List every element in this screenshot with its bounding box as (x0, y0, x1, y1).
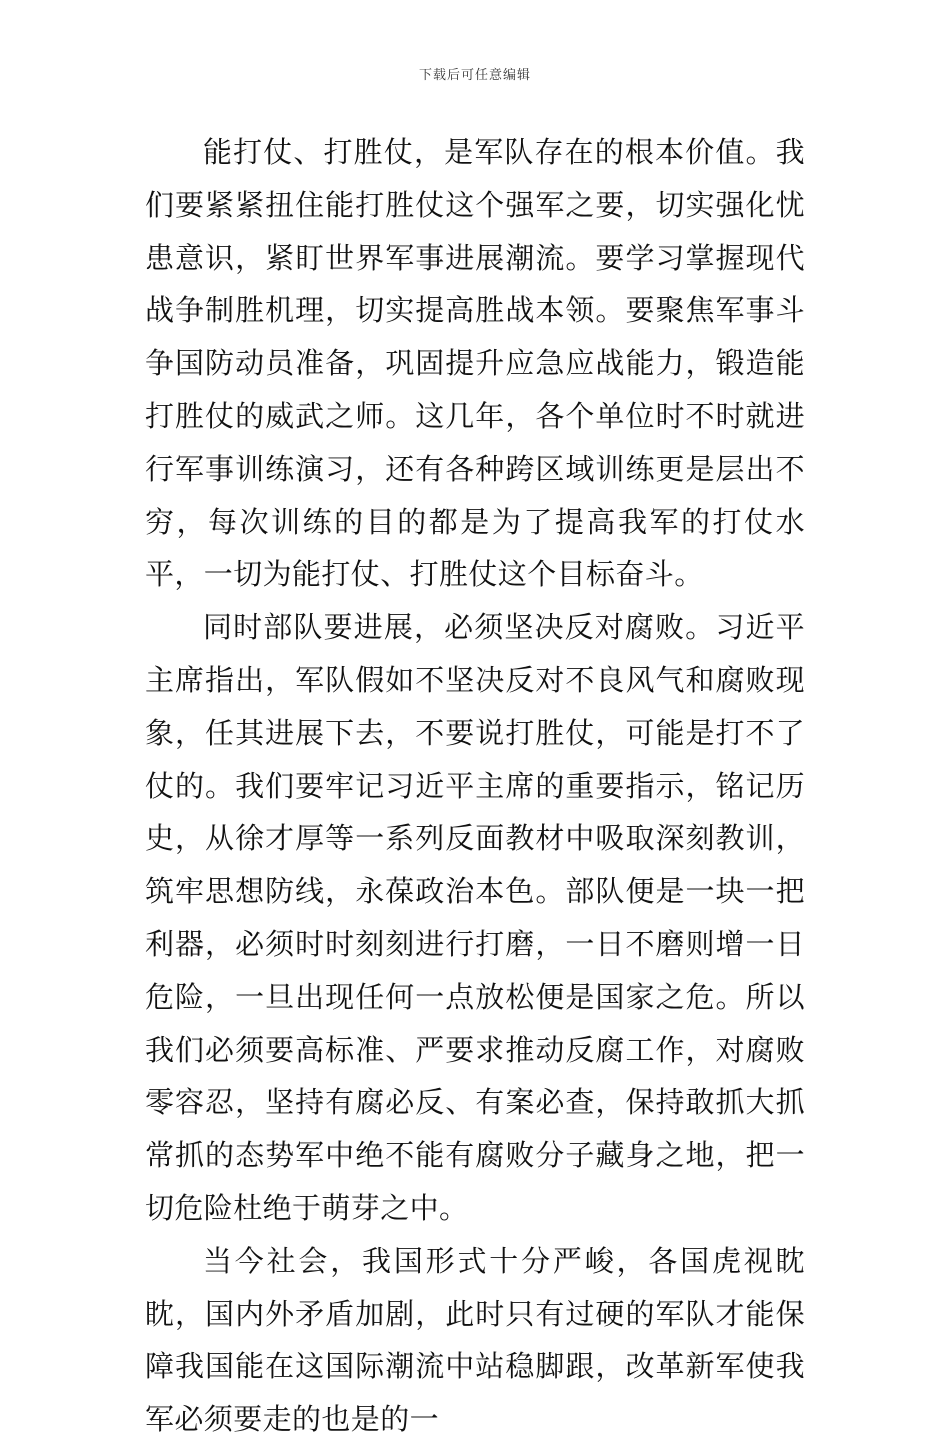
document-body (145, 126, 805, 1446)
paragraph-2: 同时部队要进展，必须坚决反对腐败。习近平主席指出，军队假如不坚决反对不良风气和腐败现象，任其进展下去，不要说打胜仗，可能是打不了仗的。我们要牢记习近平主席的重要指示，铭记历史，从徐才厚等一系列反面教材中吸取深刻教训，筑牢思想防线，永葆政治本色。部队便是一块一把利器，必须时时刻刻进行打磨，一日不磨则增一日危险，一旦出现任何一点放松便是国家之危。所以我们必须要高标准、严要求推动反腐工作，对腐败零容忍，坚持有腐必反、有案必查，保持敢抓大抓常抓的态势军中绝不能有腐败分子藏身之地，把一切危险杜绝于萌芽之中。 (145, 610, 805, 1225)
page-header: 下载后可任意编辑 (418, 68, 531, 83)
paragraph-3: 当今社会，我国形式十分严峻，各国虎视眈眈，国内外矛盾加剧，此时只有过硬的军队才能保障我国能在这国际潮流中站稳脚跟，改革新军使我军必须要走的也是的一 (145, 1243, 805, 1437)
paragraph-1: 能打仗、打胜仗，是军队存在的根本价值。我们要紧紧扭住能打胜仗这个强军之要，切实强化忧患意识，紧盯世界军事进展潮流。要学习掌握现代战争制胜机理，切实提高胜战本领。要聚焦军事斗争国防动员准备，巩固提升应急应战能力，锻造能打胜仗的威武之师。这几年，各个单位时不时就进行军事训练演习，还有各种跨区域训练更是层出不穷，每次训练的目的都是为了提高我军的打仗水平，一切为能打仗、打胜仗这个目标奋斗。 (145, 135, 805, 592)
